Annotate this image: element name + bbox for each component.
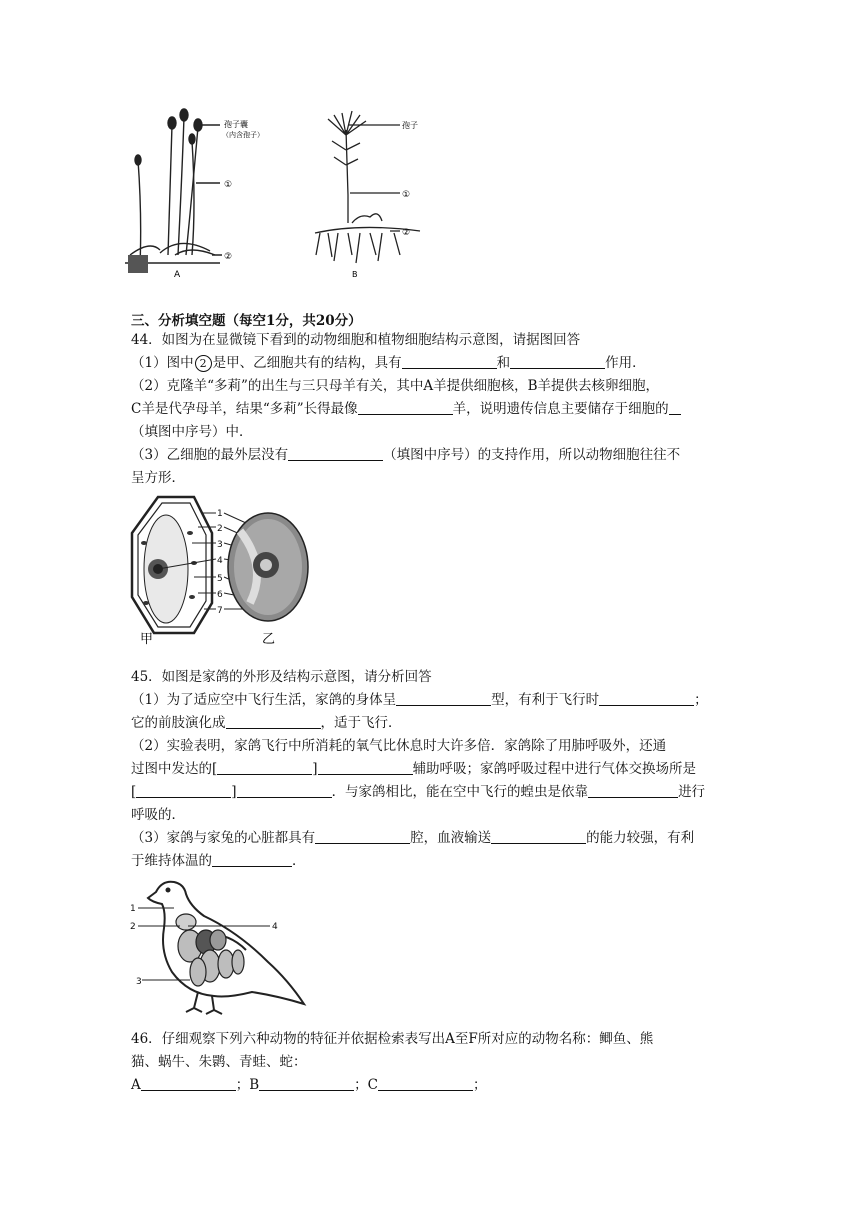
q45-p3-text-b: 腔，血液输送 <box>410 830 492 846</box>
q45-part3-line2 <box>131 850 731 873</box>
q45-p1-text-d: 它的前肢演化成 <box>131 715 226 731</box>
answer-blank[interactable] <box>315 829 410 844</box>
q45-p2-text-h: 进行 <box>678 784 706 800</box>
q45-p2-text-e: [ <box>131 784 137 800</box>
cell-caption-yi: 乙 <box>262 632 276 645</box>
q45-p1-text-c: ； <box>694 692 708 708</box>
q45-stem: 45．如图是家鸽的外形及结构示意图，请分析回答 <box>131 669 432 685</box>
q45-p1-text-a: （1）为了适应空中飞行生活，家鸽的身体呈 <box>131 692 397 708</box>
q45-p3-text-e: ． <box>292 853 306 869</box>
answer-blank[interactable] <box>136 783 231 798</box>
a-label-sporangium-note: （内含孢子） <box>222 131 264 139</box>
q44-p1-text-b: 是甲、乙细胞共有的结构，具有 <box>212 355 402 371</box>
b-caption: B <box>352 270 358 279</box>
number-labels <box>217 509 223 616</box>
answer-blank[interactable] <box>510 354 605 369</box>
pigeon-label-4: 4 <box>272 922 278 932</box>
cell-label-4: 4 <box>217 556 223 566</box>
cell-label-2: 2 <box>217 524 223 534</box>
pigeon-internal-organs <box>176 914 244 986</box>
pigeon-label-2: 2 <box>130 922 136 932</box>
q45-part3-line1 <box>131 827 731 850</box>
a-label-sporangium: 孢子囊 <box>224 120 248 129</box>
q45-part2-line3 <box>131 781 731 804</box>
answer-blank[interactable] <box>588 783 678 798</box>
answer-blank[interactable] <box>599 691 694 706</box>
q44-p3-text-a: （3）乙细胞的最外层没有 <box>131 447 289 463</box>
q44-p2-text-b: C羊是代孕母羊，结果“多莉”长得最像 <box>131 401 358 417</box>
answer-blank[interactable] <box>669 400 681 415</box>
answer-blank[interactable] <box>318 760 413 775</box>
q45-p2-text-f: ] <box>231 784 237 800</box>
q45-p3-text-d: 于维持体温的 <box>131 853 212 869</box>
b-label-2: ② <box>402 228 411 238</box>
q44-p2-text-c: 羊，说明遗传信息主要储存于细胞的 <box>452 401 669 417</box>
moss-figure-a <box>125 109 222 265</box>
q44-part3 <box>131 444 731 467</box>
answer-blank[interactable] <box>288 446 383 461</box>
q45-p3-text-a: （3）家鸽与家兔的心脏都具有 <box>131 830 316 846</box>
cell-label-7: 7 <box>217 606 223 616</box>
q46-label-a: A <box>131 1077 141 1093</box>
question-46 <box>131 1028 731 1097</box>
q45-p2-text-b: 过图中发达的[ <box>131 761 218 777</box>
q44-stem: 44．如图为在显微镜下看到的动物细胞和植物细胞结构示意图，请据图回答 <box>131 332 581 348</box>
pigeon-figure <box>128 876 318 1018</box>
cell-label-3: 3 <box>217 540 223 550</box>
a-label-1: ① <box>224 180 233 190</box>
answer-blank[interactable] <box>226 714 321 729</box>
answer-blank[interactable] <box>491 829 586 844</box>
pigeon-label-3: 3 <box>136 977 142 987</box>
q45-part2-line2 <box>131 758 731 781</box>
answer-blank[interactable] <box>217 760 312 775</box>
cell-label-5: 5 <box>217 574 223 584</box>
q44-part3-end: 呈方形． <box>131 470 185 486</box>
answer-blank[interactable] <box>402 354 497 369</box>
section-title: 三、分析填空题（每空1分，共20分） <box>131 313 362 329</box>
circled-number: 2 <box>195 355 212 372</box>
q44-p3-text-b: （填图中序号）的支持作用，所以动物细胞往往不 <box>383 447 681 463</box>
moss-fern-figure <box>120 105 430 285</box>
b-label-spore: 孢子 <box>402 121 418 130</box>
a-caption: A <box>174 270 181 280</box>
q44-part2-line3: （填图中序号）中． <box>131 424 253 440</box>
answer-blank[interactable] <box>378 1076 473 1091</box>
q45-part2-line1: （2）实验表明，家鸽飞行中所消耗的氧气比休息时大许多倍．家鸽除了用肺呼吸外，还通 <box>131 738 667 754</box>
answer-blank[interactable] <box>212 852 292 867</box>
pigeon-outline <box>148 882 304 1014</box>
q44-part2-line2 <box>131 398 731 421</box>
q45-p2-text-c: ] <box>312 761 318 777</box>
q44-p1-text-a: （1）图中 <box>131 355 194 371</box>
q44-p1-text-d: 作用． <box>605 355 646 371</box>
answer-blank[interactable] <box>141 1076 236 1091</box>
q46-stem-line2: 猫、蜗牛、朱鹮、青蛙、蛇： <box>131 1054 307 1070</box>
question-45 <box>131 666 731 873</box>
q45-part1-line2 <box>131 712 731 735</box>
answer-blank[interactable] <box>259 1076 354 1091</box>
q45-p1-text-e: ，适于飞行． <box>320 715 402 731</box>
question-44 <box>131 329 731 490</box>
q44-part1 <box>131 352 731 375</box>
q45-p1-text-b: 型，有利于飞行时 <box>491 692 600 708</box>
q46-label-c: ；C <box>354 1077 379 1093</box>
answer-blank[interactable] <box>237 783 332 798</box>
cell-caption-jia: 甲 <box>140 632 154 645</box>
q45-p2-text-d: 辅助呼吸；家鸽呼吸过程中进行气体交换场所是 <box>412 761 697 777</box>
q45-p2-text-g: ．与家鸽相比，能在空中飞行的蝗虫是依靠 <box>331 784 589 800</box>
q45-p3-text-c: 的能力较强，有利 <box>586 830 695 846</box>
b-label-1: ① <box>402 190 411 200</box>
a-label-2: ② <box>224 252 233 262</box>
fern-figure-b <box>315 111 420 263</box>
q44-p1-text-c: 和 <box>496 355 511 371</box>
cell-label-1: 1 <box>217 509 223 519</box>
answer-blank[interactable] <box>396 691 491 706</box>
cell-figure <box>128 493 328 645</box>
q46-stem-line1: 46．仔细观察下列六种动物的特征并依据检索表写出A至F所对应的动物名称：鲫鱼、熊 <box>131 1031 654 1047</box>
q45-part1-line1 <box>131 689 731 712</box>
soil-mark <box>128 255 148 273</box>
q45-part2-line4: 呼吸的． <box>131 807 185 823</box>
pigeon-label-1: 1 <box>130 904 136 914</box>
answer-blank[interactable] <box>358 400 453 415</box>
q46-answers <box>131 1074 731 1097</box>
q46-end: ； <box>473 1077 487 1093</box>
q44-part2-line1: （2）克隆羊“多莉”的出生与三只母羊有关，其中A羊提供细胞核，B羊提供去核卵细胞， <box>131 378 660 394</box>
q46-label-b: ；B <box>235 1077 260 1093</box>
cell-label-6: 6 <box>217 590 223 600</box>
